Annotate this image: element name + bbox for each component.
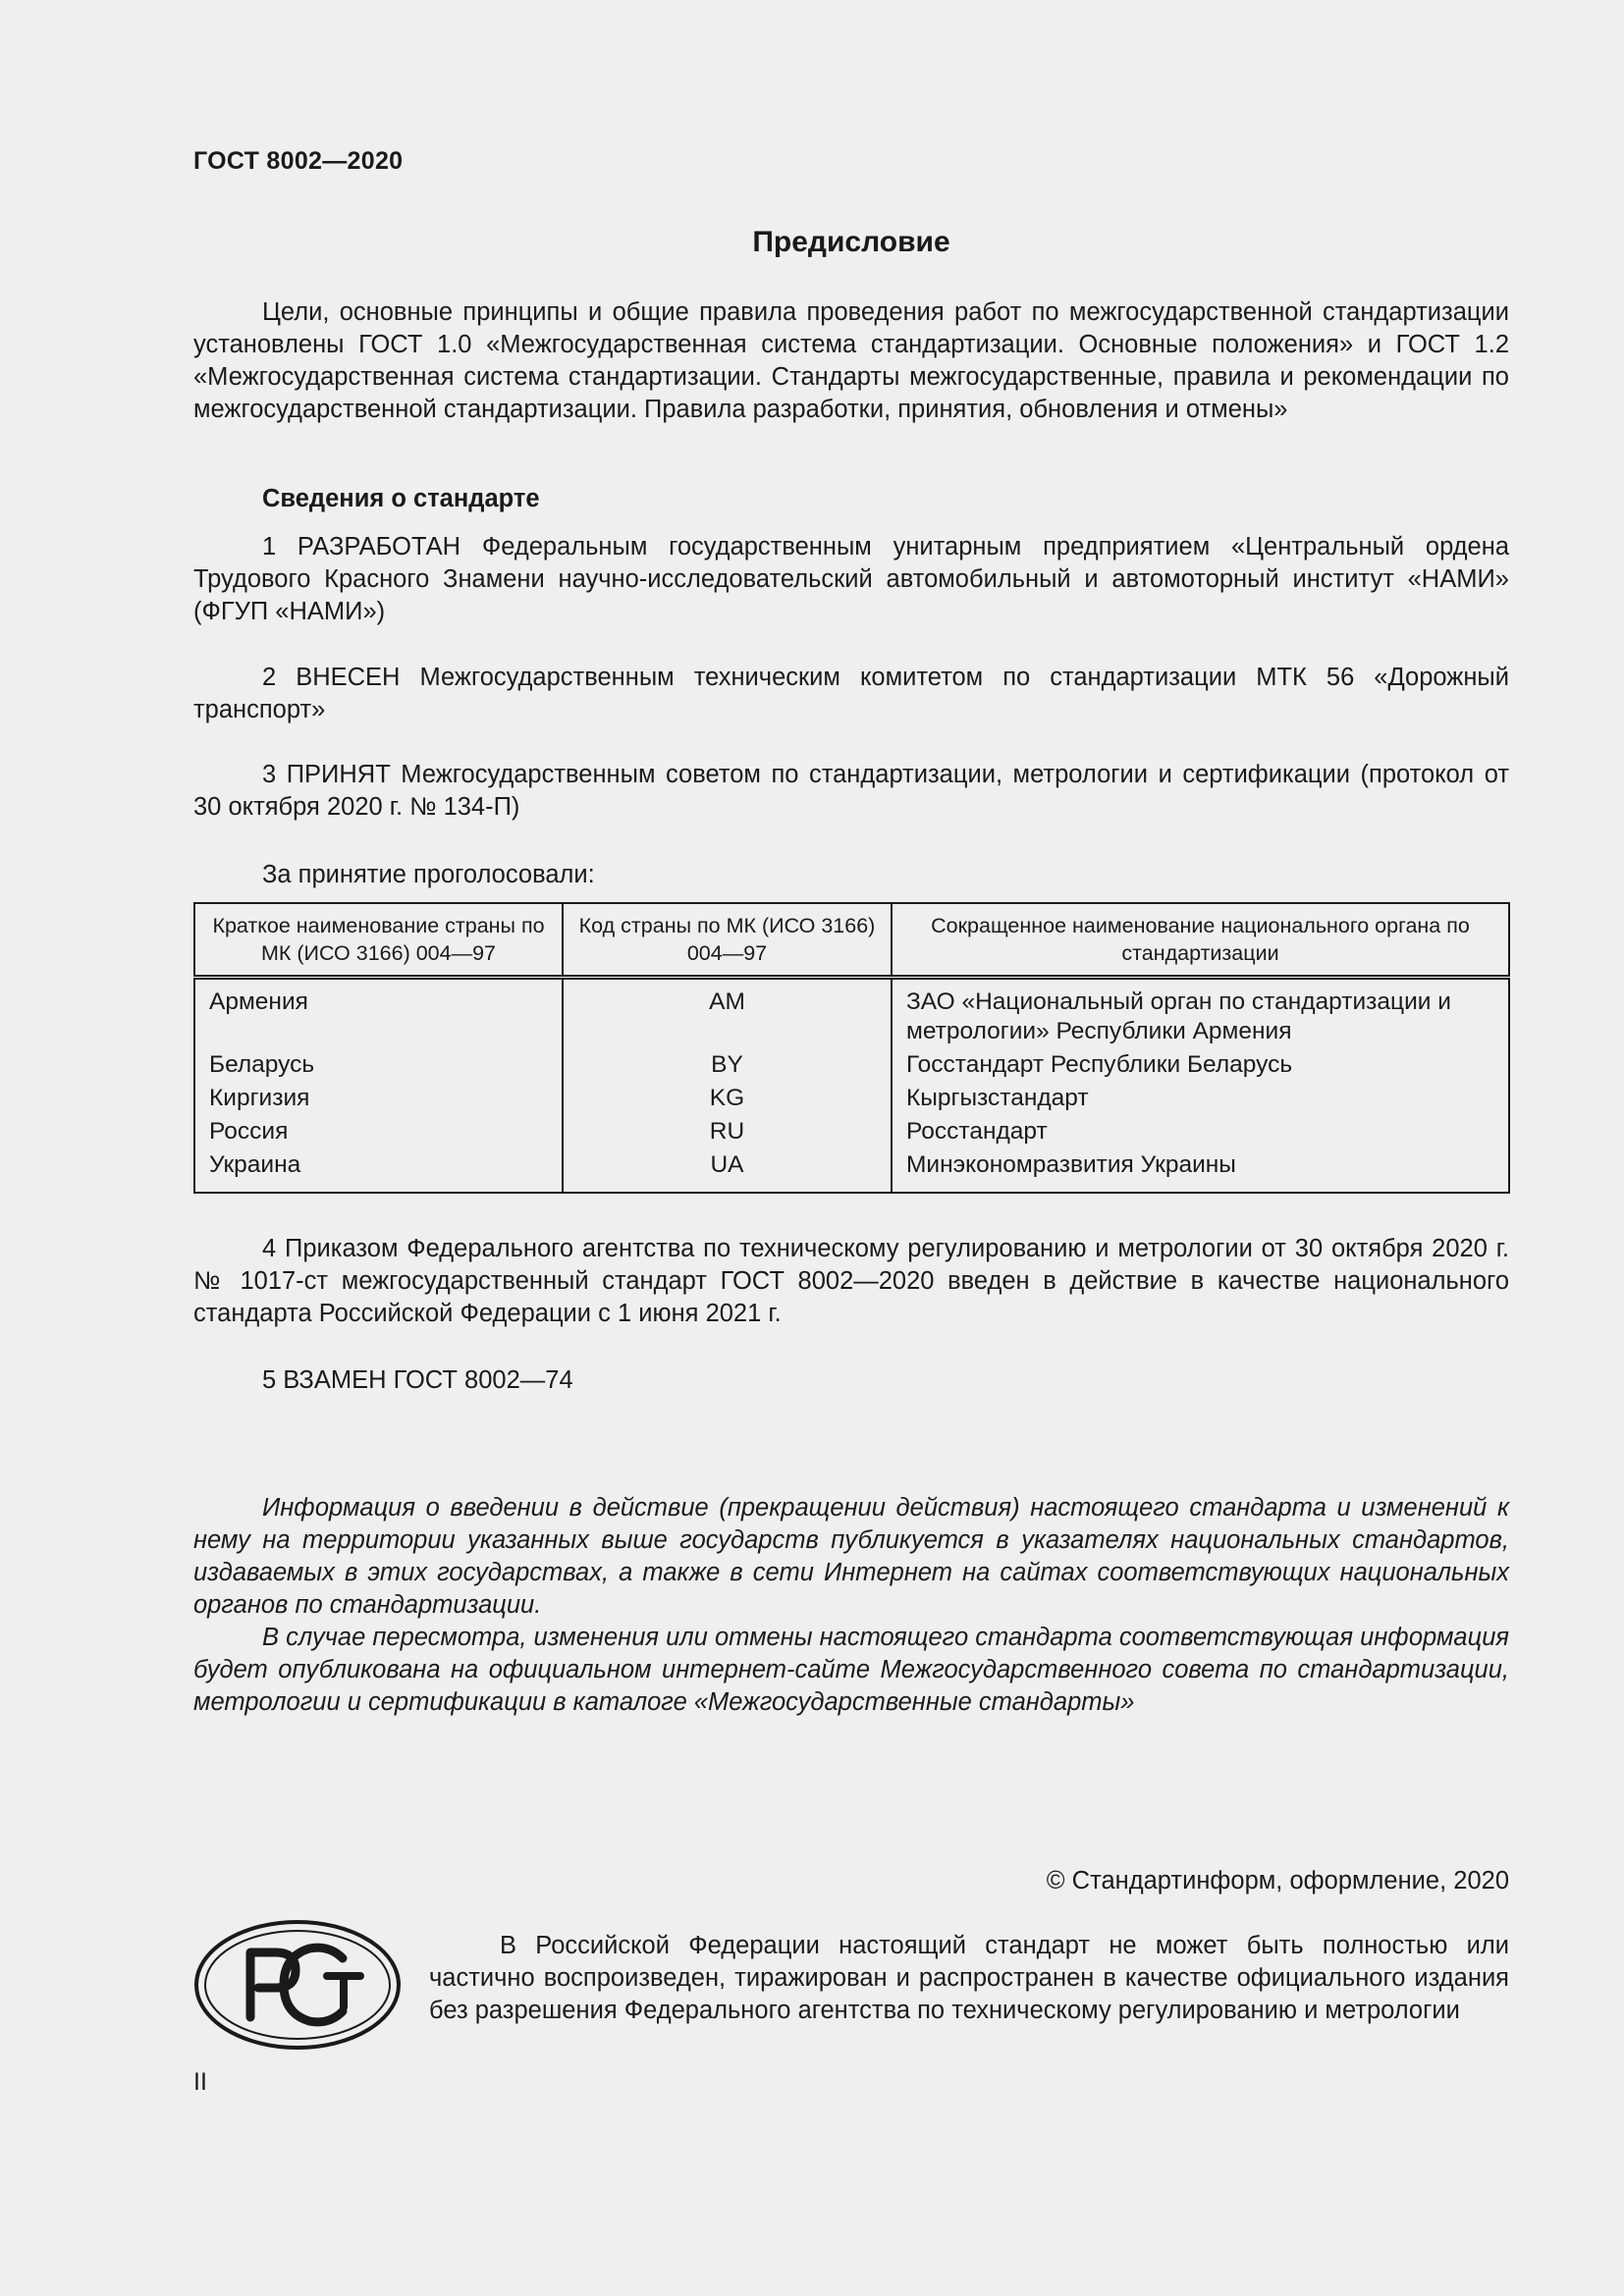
item-2-introduced: 2 ВНЕСЕН Межгосударственным техническим комитетом по стандартизации МТК 56 «Дорожный транспорт» xyxy=(193,664,1509,723)
item-1-developed: 1 РАЗРАБОТАН Федеральным государственным унитарным предприятием «Центральный ордена Трудового Красного Знамени научно-исследовательский автомобильный и автомоторный институт «НАМИ» (ФГУП «НАМИ») xyxy=(193,533,1509,625)
cell-body: Минэкономразвития Украины xyxy=(892,1148,1509,1193)
table-row xyxy=(194,978,1509,1049)
table-header-row xyxy=(194,903,1509,978)
cell-country: Киргизия xyxy=(194,1082,563,1115)
cell-country: Украина xyxy=(194,1148,563,1193)
header-country: Краткое наименование страны по МК (ИСО 3166) 004—97 xyxy=(194,903,563,978)
cell-code: RU xyxy=(563,1115,892,1148)
reproduction-notice: В Российской Федерации настоящий стандарт не может быть полностью или частично воспроизведен, тиражирован и распространен в качестве официального издания без разрешения Федерального агентства по техническому регулированию и метрологии xyxy=(429,1932,1509,2024)
intro-paragraph: Цели, основные принципы и общие правила проведения работ по межгосударственной стандартизации установлены ГОСТ 1.0 «Межгосударственная система стандартизации. Основные положения» и ГОСТ 1.2 «Межгосударственная система стандартизации. Стандарты межгосударственные, правила и рекомендации по межгосударственной стандартизации. Правила разработки, принятия, обновления и отмены» xyxy=(193,298,1509,423)
cell-body: ЗАО «Национальный орган по стандартизации и метрологии» Республики Армения xyxy=(892,978,1509,1049)
header-code: Код страны по МК (ИСО 3166) 004—97 xyxy=(563,903,892,978)
cell-code: BY xyxy=(563,1048,892,1082)
page-title: Предисловие xyxy=(752,226,950,258)
cell-body: Росстандарт xyxy=(892,1115,1509,1148)
table-row xyxy=(194,1148,1509,1193)
info-note-2: В случае пересмотра, изменения или отмены настоящего стандарта соответствующая информация будет опубликована на официальном интернет-сайте Межгосударственного совета по стандартизации, метрологии и сертификации в каталоге «Межгосударственные стандарты» xyxy=(193,1624,1509,1716)
info-note-1: Информация о введении в действие (прекращении действия) настоящего стандарта и изменений к нему на территории указанных выше государств публикуется в указателях национальных стандартов, издаваемых в этих государствах, а также в сети Интернет на сайтах соответствующих национальных органов по стандартизации. xyxy=(193,1494,1509,1619)
voting-table xyxy=(193,902,1510,1194)
cell-country: Беларусь xyxy=(194,1048,563,1082)
item-3-adopted: 3 ПРИНЯТ Межгосударственным советом по стандартизации, метрологии и сертификации (протокол от 30 октября 2020 г. № 134-П) xyxy=(193,761,1509,821)
document-code-header: ГОСТ 8002—2020 xyxy=(193,147,404,175)
table-row xyxy=(194,1115,1509,1148)
table-row xyxy=(194,1082,1509,1115)
cell-code: KG xyxy=(563,1082,892,1115)
info-heading: Сведения о стандарте xyxy=(262,485,540,512)
cell-body: Госстандарт Республики Беларусь xyxy=(892,1048,1509,1082)
page-number: II xyxy=(193,2068,207,2096)
cell-country: Армения xyxy=(194,978,563,1049)
header-body: Сокращенное наименование национального органа по стандартизации xyxy=(892,903,1509,978)
copyright-line: © Стандартинформ, оформление, 2020 xyxy=(1046,1867,1509,1895)
voted-label: За принятие проголосовали: xyxy=(262,861,595,888)
cell-code: AM xyxy=(563,978,892,1049)
cell-country: Россия xyxy=(194,1115,563,1148)
cell-code: UA xyxy=(563,1148,892,1193)
cell-body: Кыргызстандарт xyxy=(892,1082,1509,1115)
rst-logo-icon xyxy=(193,1919,402,2051)
rst-logo xyxy=(193,1919,402,2051)
item-4-order: 4 Приказом Федерального агентства по техническому регулированию и метрологии от 30 октября 2020 г. № 1017-ст межгосударственный стандарт ГОСТ 8002—2020 введен в действие в качестве национального стандарта Российской Федерации с 1 июня 2021 г. xyxy=(193,1235,1509,1327)
item-5-replaces: 5 ВЗАМЕН ГОСТ 8002—74 xyxy=(262,1366,573,1394)
table-row xyxy=(194,1048,1509,1082)
